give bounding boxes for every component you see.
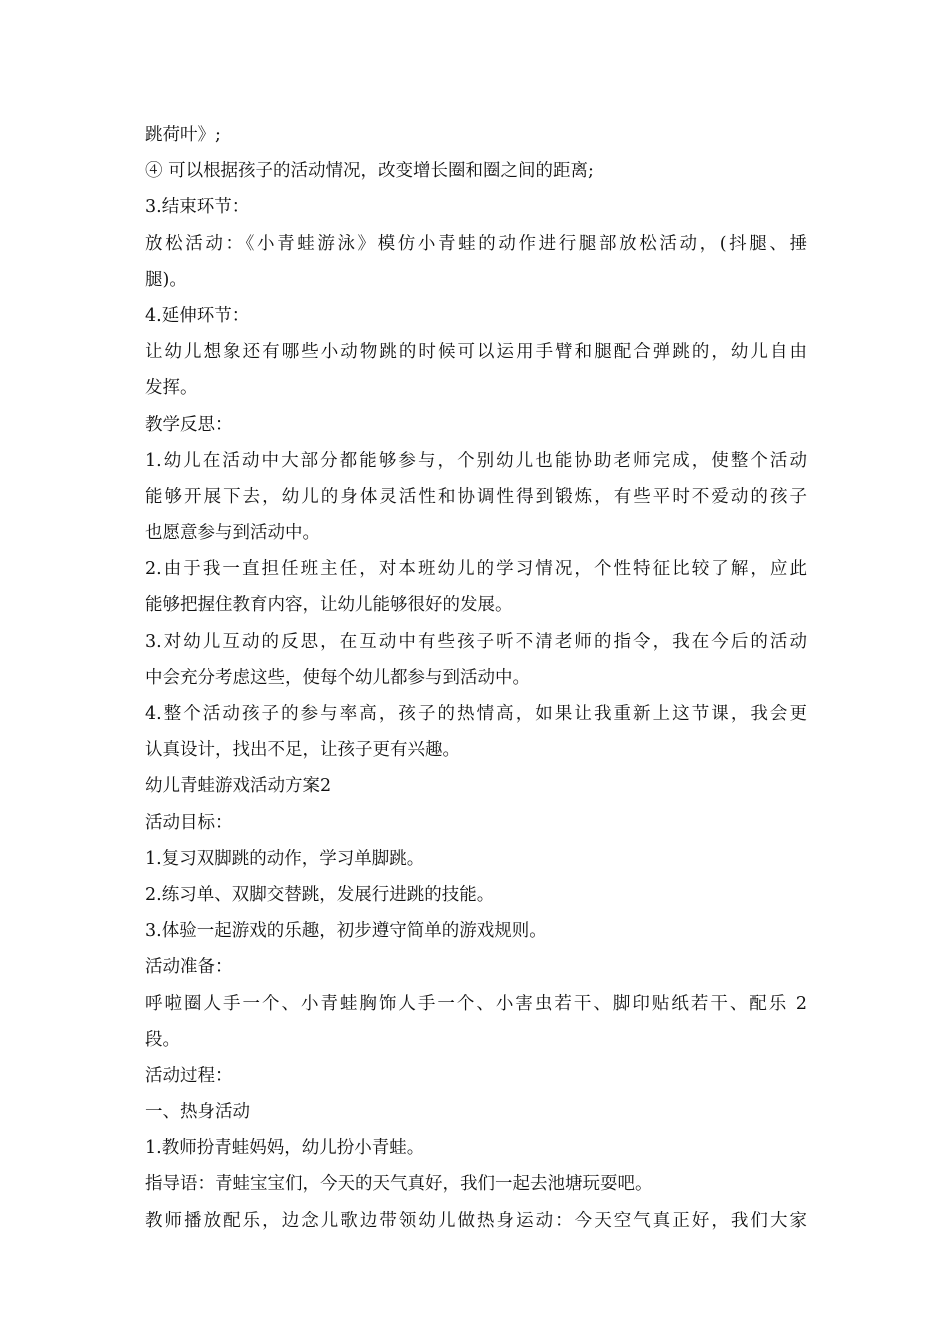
text-line: 能够开展下去，幼儿的身体灵活性和协调性得到锻炼，有些平时不爱动的孩子 <box>145 486 807 507</box>
text-line: 呼啦圈人手一个、小青蛙胸饰人手一个、小害虫若干、脚印贴纸若干、配乐 2 <box>145 993 807 1014</box>
text-line: 能够把握住教育内容，让幼儿能够很好的发展。 <box>145 595 513 616</box>
text-line: 1.幼儿在活动中大部分都能够参与，个别幼儿也能协助老师完成，使整个活动 <box>145 450 807 471</box>
text-line: 发挥。 <box>145 378 198 399</box>
text-line: 教师播放配乐，边念儿歌边带领幼儿做热身运动：今天空气真正好，我们大家 <box>145 1210 807 1231</box>
text-line: 4.整个活动孩子的参与率高，孩子的热情高，如果让我重新上这节课，我会更 <box>145 704 807 724</box>
text-line: 也愿意参与到活动中。 <box>145 523 320 544</box>
text-line: 一、热身活动 <box>145 1102 250 1123</box>
text-line: 活动目标： <box>145 812 233 833</box>
text-line: 指导语：青蛙宝宝们，今天的天气真好，我们一起去池塘玩耍吧。 <box>145 1174 653 1195</box>
text-line: 让幼儿想象还有哪些小动物跳的时候可以运用手臂和腿配合弹跳的，幼儿自由 <box>145 342 807 363</box>
text-line: 认真设计，找出不足，让孩子更有兴趣。 <box>145 740 460 761</box>
text-line: 腿)。 <box>145 269 187 290</box>
text-line: 教学反思： <box>145 414 233 435</box>
text-line: 3.结束环节： <box>145 197 250 218</box>
text-line: 活动准备： <box>145 957 233 978</box>
text-line: 2.由于我一直担任班主任，对本班幼儿的学习情况，个性特征比较了解，应此 <box>145 559 807 580</box>
text-line: ④ 可以根据孩子的活动情况，改变增长圈和圈之间的距离; <box>145 161 594 182</box>
text-line: 幼儿青蛙游戏活动方案2 <box>145 776 332 797</box>
text-line: 4.延伸环节： <box>145 305 250 326</box>
text-line: 活动过程： <box>145 1065 233 1086</box>
text-line: 跳荷叶》; <box>145 125 221 145</box>
text-line: 1.复习双脚跳的动作，学习单脚跳。 <box>145 848 425 869</box>
text-line: 3.对幼儿互动的反思，在互动中有些孩子听不清老师的指令，我在今后的活动 <box>145 631 807 652</box>
text-line: 段。 <box>145 1029 180 1050</box>
text-line: 1.教师扮青蛙妈妈，幼儿扮小青蛙。 <box>145 1138 425 1159</box>
text-line: 中会充分考虑这些，使每个幼儿都参与到活动中。 <box>145 667 530 688</box>
text-line: 3.体验一起游戏的乐趣，初步遵守简单的游戏规则。 <box>145 921 547 942</box>
text-line: 放松活动：《小青蛙游泳》模仿小青蛙的动作进行腿部放松活动，(抖腿、捶 <box>145 233 807 254</box>
text-line: 2.练习单、双脚交替跳，发展行进跳的技能。 <box>145 884 495 905</box>
document-body <box>145 117 807 1239</box>
